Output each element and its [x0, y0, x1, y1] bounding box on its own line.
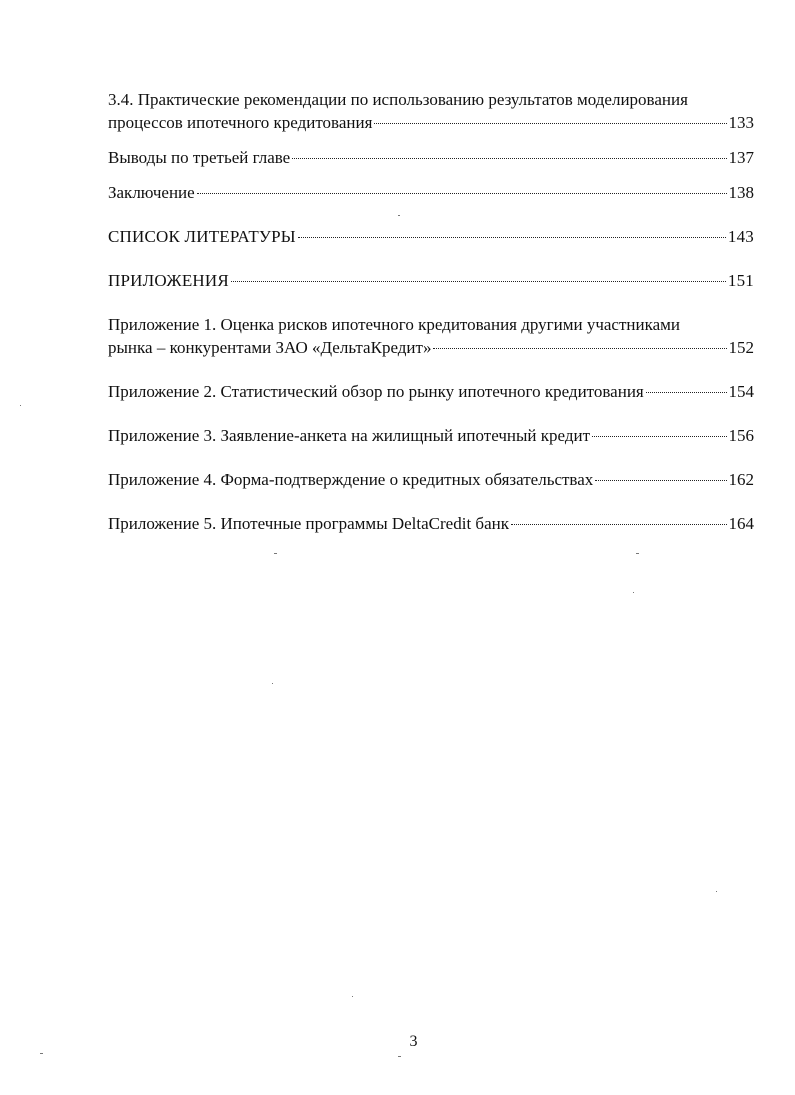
dot-leader	[592, 436, 726, 437]
toc-entry-title: Приложение 3. Заявление-анкета на жилищный ипотечный кредит	[108, 426, 591, 445]
toc-entry-page: 164	[728, 514, 754, 533]
toc-entry-line	[108, 424, 754, 447]
toc-entry-line	[108, 380, 754, 403]
toc-entry-appendix-2	[108, 380, 754, 403]
scan-speck	[398, 215, 400, 216]
toc-entry-page: 138	[728, 183, 754, 202]
toc-entry-title-line1: 3.4. Практические рекомендации по использованию результатов моделирования	[108, 90, 688, 109]
scan-speck	[636, 553, 639, 554]
dot-leader	[197, 193, 727, 194]
toc-entry-3-4	[108, 88, 754, 134]
toc-entry-page: 151	[727, 271, 754, 290]
toc-entry-conclusions-chapter-3	[108, 146, 754, 169]
toc-entry-title: рынка – конкурентами ЗАО «ДельтаКредит»	[108, 338, 432, 357]
table-of-contents	[108, 88, 754, 547]
toc-entry-appendices	[108, 269, 754, 292]
toc-entry-conclusion	[108, 181, 754, 204]
scan-speck	[40, 1053, 43, 1054]
toc-entry-page: 137	[728, 148, 754, 167]
scan-speck	[352, 996, 353, 997]
toc-entry-page: 152	[728, 338, 754, 357]
toc-entry-title: Приложение 4. Форма-подтверждение о кредитных обязательствах	[108, 470, 594, 489]
toc-entry-title: Приложение 5. Ипотечные программы DeltaCredit банк	[108, 514, 509, 533]
dot-leader	[231, 281, 726, 282]
scan-speck	[716, 891, 717, 892]
toc-entry-title: ПРИЛОЖЕНИЯ	[108, 271, 229, 290]
dot-leader	[374, 123, 726, 124]
scan-speck	[274, 553, 277, 554]
dot-leader	[511, 524, 727, 525]
toc-entry-appendix-3	[108, 424, 754, 447]
scan-speck	[272, 683, 273, 684]
toc-entry-line	[108, 269, 754, 292]
toc-entry-title: Заключение	[108, 183, 195, 202]
toc-entry-title: Приложение 2. Статистический обзор по рынку ипотечного кредитования	[108, 382, 644, 401]
toc-entry-line	[108, 181, 754, 204]
toc-entry-line	[108, 336, 754, 359]
dot-leader	[595, 480, 726, 481]
scan-speck	[398, 1056, 401, 1057]
toc-entry-title: СПИСОК ЛИТЕРАТУРЫ	[108, 227, 296, 246]
toc-entry-line	[108, 225, 754, 248]
toc-entry-title-line1: Приложение 1. Оценка рисков ипотечного кредитования другими участниками	[108, 315, 681, 334]
toc-entry-title: Выводы по третьей главе	[108, 148, 291, 167]
dot-leader	[292, 158, 726, 159]
dot-leader	[433, 348, 726, 349]
toc-entry-line	[108, 111, 754, 134]
toc-entry-page: 156	[728, 426, 754, 445]
dot-leader	[646, 392, 727, 393]
toc-entry-line	[108, 468, 754, 491]
toc-entry-page: 162	[728, 470, 754, 489]
page-number: 3	[409, 1033, 418, 1050]
toc-entry-line	[108, 512, 754, 535]
toc-entry-page: 133	[728, 113, 754, 132]
scan-speck	[633, 592, 634, 593]
dot-leader	[298, 237, 726, 238]
toc-entry-bibliography	[108, 225, 754, 248]
toc-entry-title: процессов ипотечного кредитования	[108, 113, 373, 132]
scan-speck	[20, 405, 21, 406]
toc-entry-line	[108, 146, 754, 169]
toc-entry-appendix-5	[108, 512, 754, 535]
toc-entry-page: 143	[727, 227, 754, 246]
toc-entry-appendix-1	[108, 313, 754, 359]
toc-entry-appendix-4	[108, 468, 754, 491]
toc-entry-page: 154	[728, 382, 754, 401]
